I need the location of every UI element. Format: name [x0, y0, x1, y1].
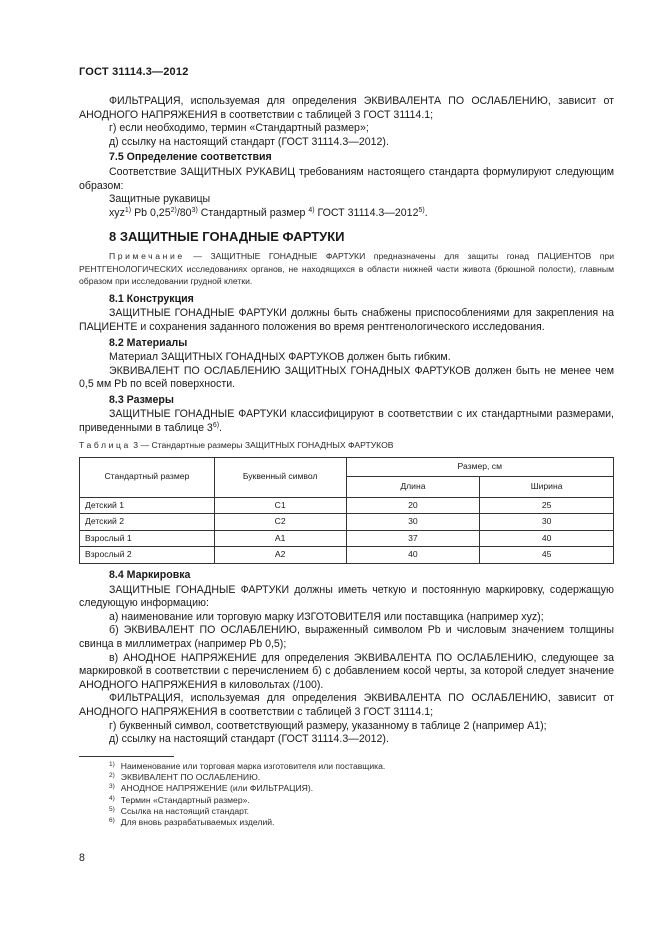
marking-example: xyz$^{1)}$ Pb 0,25$^{2)}$/80$^{3)}$ Стандартный размер $^{4)}$ ГОСТ 31114.3—2012$^{5)}$.	[109, 206, 428, 219]
table-row	[80, 530, 614, 547]
sizes-table	[79, 457, 614, 564]
table-cell: 37	[346, 530, 480, 547]
list-item: а) наименование или торговую марку ИЗГОТОВИТЕЛЯ или поставщика (например xyz);	[109, 610, 544, 623]
footnotes	[79, 761, 614, 829]
paragraph: Материал ЗАЩИТНЫХ ГОНАДНЫХ ФАРТУКОВ должен быть гибким.	[109, 351, 451, 364]
table-header-width: Ширина	[480, 477, 614, 498]
table-row	[80, 514, 614, 531]
list-item: б) ЭКВИВАЛЕНТ ПО ОСЛАБЛЕНИЮ, выраженный символом Pb и числовым значением толщины свинца в миллиметрах (например Pb 0,5);	[79, 624, 614, 650]
page-header: ГОСТ 31114.3—2012	[79, 66, 189, 78]
table-cell: 25	[480, 497, 614, 514]
footnote: $^{4)}$ Термин «Стандартный размер».	[109, 794, 250, 805]
table-cell: 20	[346, 497, 480, 514]
paragraph: ЗАЩИТНЫЕ ГОНАДНЫЕ ФАРТУКИ должны быть снабжены приспособлениями для закрепления на ПАЦИЕНТЕ и сохранения заданного положения во время рентгенологического исследования.	[79, 307, 614, 333]
paragraph: ЭКВИВАЛЕНТ ПО ОСЛАБЛЕНИЮ ЗАЩИТНЫХ ГОНАДНЫХ ФАРТУКОВ должен быть не менее чем 0,5 мм Pb по всей поверхности.	[79, 364, 614, 391]
footnote: $^{3)}$ АНОДНОЕ НАПРЯЖЕНИЕ (или ФИЛЬТРАЦИЯ).	[109, 783, 314, 794]
paragraph: Защитные рукавицы	[109, 193, 211, 206]
table-cell: Взрослый 2	[80, 547, 215, 564]
table-header-size: Стандартный размер	[80, 457, 215, 497]
list-item: д) ссылку на настоящий стандарт (ГОСТ 31114.3—2012).	[109, 135, 389, 148]
table-cell: Детский 1	[80, 497, 215, 514]
table-row	[80, 547, 614, 564]
list-item: д) ссылку на настоящий стандарт (ГОСТ 31114.3—2012).	[109, 733, 389, 746]
page-number: 8	[79, 852, 85, 864]
table-row	[80, 497, 614, 514]
table-cell: C2	[214, 514, 346, 531]
section-7-5-title: 7.5 Определение соответствия	[109, 151, 272, 164]
paragraph: ФИЛЬТРАЦИЯ, используемая для определения ЭКВИВАЛЕНТА ПО ОСЛАБЛЕНИЮ, зависит от АНОДНОГО НАПРЯЖЕНИЯ в соответствии с таблицей 3 ГОСТ 31114.1;	[79, 692, 614, 718]
footnote: $^{5)}$ Ссылка на настоящий стандарт.	[109, 805, 250, 816]
section-8-1-title: 8.1 Конструкция	[109, 292, 194, 305]
table-cell: A2	[214, 547, 346, 564]
list-item: г) буквенный символ, соответствующий размеру, указанному в таблице 2 (например A1);	[109, 719, 547, 732]
table-cell: 40	[346, 547, 480, 564]
table-header-group: Размер, см	[346, 457, 613, 476]
section-8-2-title: 8.2 Материалы	[109, 336, 188, 349]
table-cell: 40	[480, 530, 614, 547]
footnote: $^{2)}$ ЭКВИВАЛЕНТ ПО ОСЛАБЛЕНИЮ.	[109, 772, 261, 783]
table-caption: Таблица 3 — Стандартные размеры ЗАЩИТНЫХ ГОНАДНЫХ ФАРТУКОВ	[79, 439, 394, 450]
paragraph: ЗАЩИТНЫЕ ГОНАДНЫЕ ФАРТУКИ должны иметь четкую и постоянную маркировку, содержащую следующую информацию:	[79, 583, 614, 610]
page-content	[79, 95, 614, 829]
paragraph: ЗАЩИТНЫЕ ГОНАДНЫЕ ФАРТУКИ классифицируют в соответствии с их стандартными размерами, приведенными в таблице 3$^{6)}$.	[79, 408, 614, 435]
footnote: $^{6)}$ Для вновь разрабатываемых изделий.	[109, 817, 275, 828]
section-8-4-title: 8.4 Маркировка	[109, 569, 191, 582]
intro-paragraph: ФИЛЬТРАЦИЯ, используемая для определения ЭКВИВАЛЕНТА ПО ОСЛАБЛЕНИЮ, зависит от АНОДНОГО НАПРЯЖЕНИЯ в соответствии с таблицей 3 ГОСТ 31114.1;	[79, 95, 614, 121]
table-cell: C1	[214, 497, 346, 514]
table-header-symbol: Буквенный символ	[214, 457, 346, 497]
list-item: в) АНОДНОЕ НАПРЯЖЕНИЕ для определения ЭКВИВАЛЕНТА ПО ОСЛАБЛЕНИЮ, следующее за маркировкой в соответствии с перечислением б) с добавлением косой черты, за которой следует значение АНОДНОГО НАПРЯЖЕНИЯ в киловольтах (/100).	[79, 651, 614, 691]
paragraph: Соответствие ЗАЩИТНЫХ РУКАВИЦ требованиям настоящего стандарта формулируют следующим образом:	[79, 165, 614, 192]
table-cell: 30	[480, 514, 614, 531]
table-cell: Взрослый 1	[80, 530, 215, 547]
table-cell: 30	[346, 514, 480, 531]
footnote-divider	[79, 756, 174, 757]
table-cell: 45	[480, 547, 614, 564]
section-8-note: Примечание — ЗАЩИТНЫЕ ГОНАДНЫЕ ФАРТУКИ предназначены для защиты гонад ПАЦИЕНТОВ при РЕНТГЕНОЛОГИЧЕСКИХ исследованиях органов, не находящихся в области нижней части живота (брюшной полости), главным образом при исследовании грудной клетки.	[79, 250, 614, 287]
section-8-title: 8 ЗАЩИТНЫЕ ГОНАДНЫЕ ФАРТУКИ	[109, 229, 345, 245]
table-cell: A1	[214, 530, 346, 547]
section-8-3-title: 8.3 Размеры	[109, 393, 174, 406]
list-item: г) если необходимо, термин «Стандартный размер»;	[109, 122, 369, 135]
table-header-length: Длина	[346, 477, 480, 498]
table-cell: Детский 2	[80, 514, 215, 531]
footnote: $^{1)}$ Наименование или торговая марка изготовителя или поставщика.	[109, 760, 386, 771]
